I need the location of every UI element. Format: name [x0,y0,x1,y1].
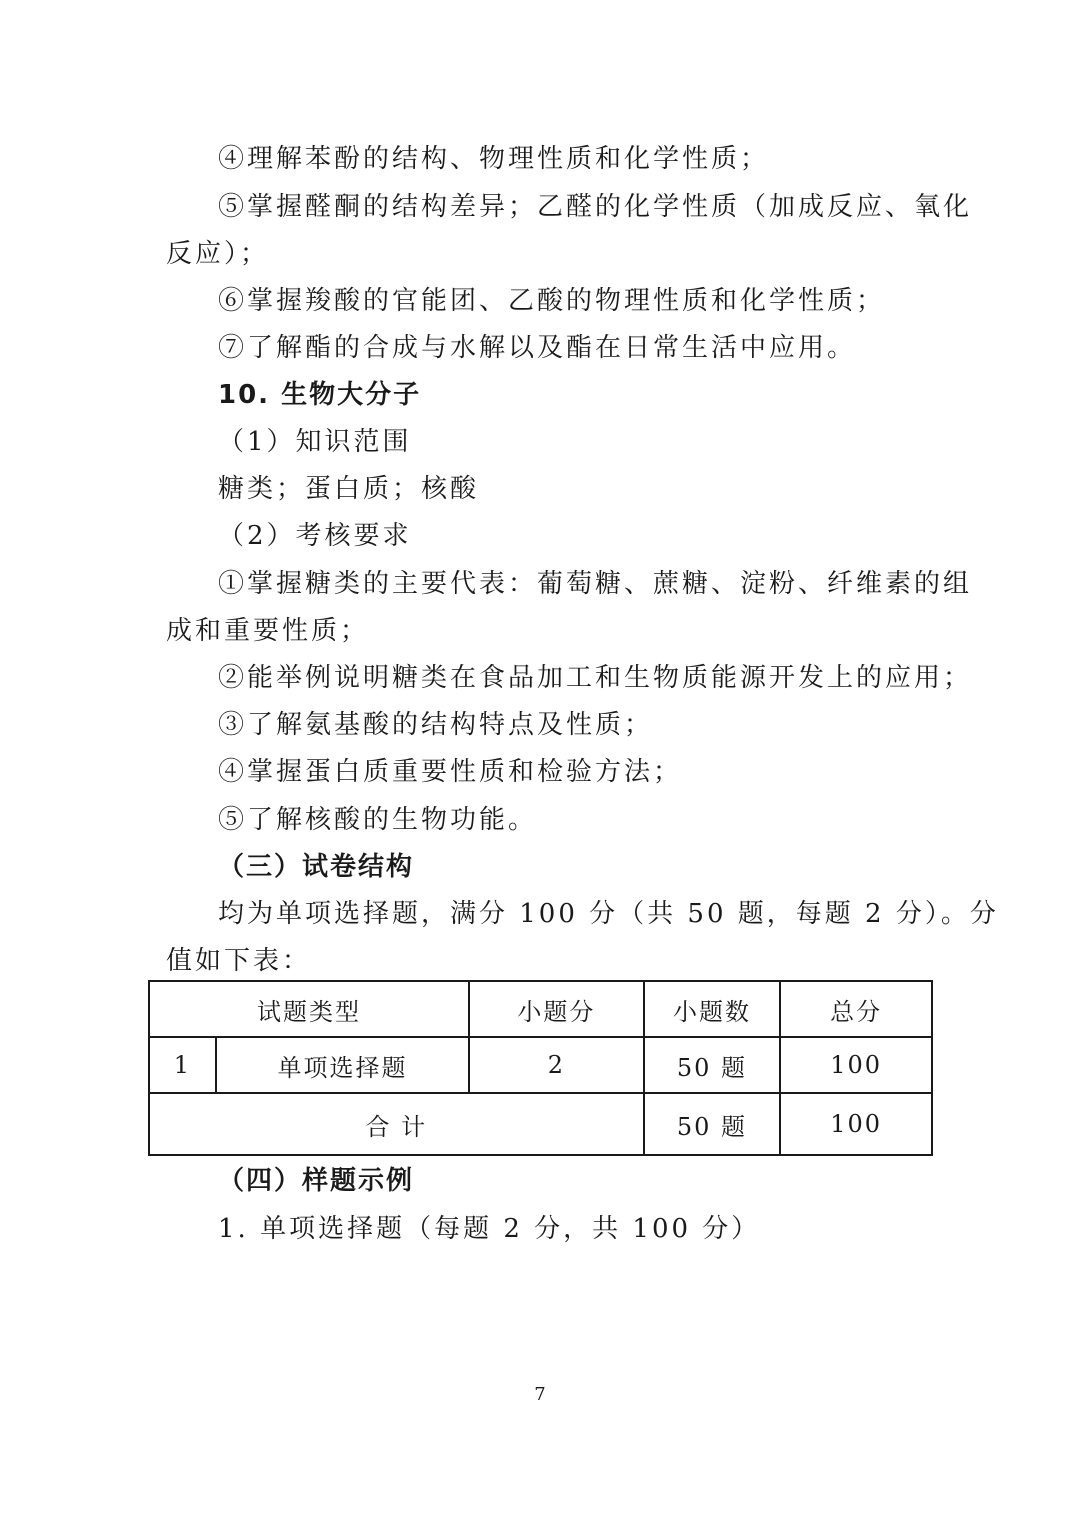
total-count: 50 题 [644,1093,781,1155]
total-label: 合 计 [149,1093,644,1155]
header-total: 总分 [780,981,932,1037]
structure-intro-1: 均为单项选择题，满分 100 分（共 50 题，每题 2 分）。分 [218,899,999,929]
header-count: 小题数 [644,981,781,1037]
line-5a: ⑤掌握醛酮的结构差异；乙醛的化学性质（加成反应、氧化 [218,192,973,222]
row-index: 1 [149,1037,216,1093]
line-4: ④理解苯酚的结构、物理性质和化学性质； [218,144,770,174]
page-number: 7 [534,1384,546,1405]
sample-heading: （四）样题示例 [218,1166,415,1196]
row-score: 2 [469,1037,644,1093]
req-line-1b: 成和重要性质； [166,616,370,646]
scope-text: 糖类；蛋白质；核酸 [218,474,480,504]
total-total: 100 [780,1093,932,1155]
table-header-row [149,981,932,1037]
score-table [148,980,933,1156]
table-total-row [149,1093,932,1155]
line-5b: 反应）； [166,239,270,269]
req-line-1a: ①掌握糖类的主要代表：葡萄糖、蔗糖、淀粉、纤维素的组 [218,569,973,599]
section-10-heading: 10. 生物大分子 [218,380,422,410]
req-line-4: ④掌握蛋白质重要性质和检验方法； [218,757,683,787]
structure-intro-2: 值如下表： [166,946,312,976]
table-row [149,1037,932,1093]
scope-title: （1）知识范围 [218,427,412,457]
row-total: 100 [780,1037,932,1093]
req-line-5: ⑤了解核酸的生物功能。 [218,805,538,835]
line-7: ⑦了解酯的合成与水解以及酯在日常生活中应用。 [218,333,857,363]
line-6: ⑥掌握羧酸的官能团、乙酸的物理性质和化学性质； [218,286,886,316]
req-line-2: ②能举例说明糖类在食品加工和生物质能源开发上的应用； [218,663,973,693]
row-count: 50 题 [644,1037,781,1093]
req-title: （2）考核要求 [218,521,412,551]
structure-heading: （三）试卷结构 [218,852,415,882]
sample-line: 1. 单项选择题（每题 2 分，共 100 分） [218,1214,761,1244]
row-type: 单项选择题 [216,1037,469,1093]
header-type: 试题类型 [149,981,469,1037]
header-score: 小题分 [469,981,644,1037]
req-line-3: ③了解氨基酸的结构特点及性质； [218,710,654,740]
